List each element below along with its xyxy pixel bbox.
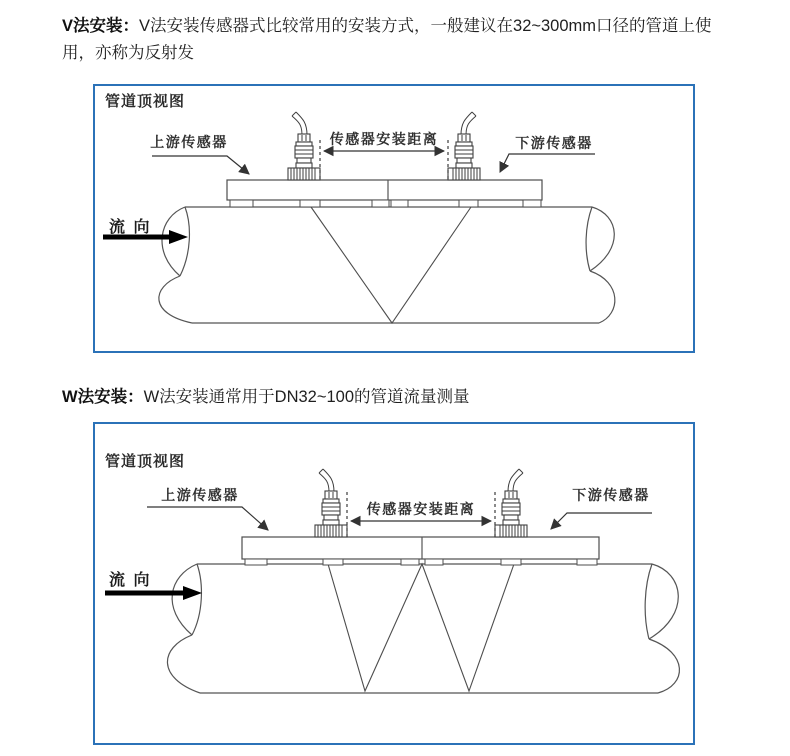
flow-direction-label: 流 向: [109, 572, 152, 589]
downstream-sensor-callout: [551, 487, 652, 529]
w-method-heading-text: W法安装通常用于DN32~100的管道流量测量: [143, 388, 470, 406]
downstream-transducer: [448, 112, 480, 180]
sensor-distance-label: 传感器安装距离: [329, 131, 439, 147]
upstream-transducer: [315, 469, 347, 537]
downstream-sensor-callout: [500, 135, 595, 172]
sensor-distance-label: 传感器安装距离: [366, 501, 476, 517]
upstream-sensor-label: 上游传感器: [161, 487, 239, 503]
upstream-sensor-callout: [150, 134, 249, 174]
upstream-sensor-label: 上游传感器: [150, 134, 228, 150]
flow-direction-label: 流 向: [109, 219, 152, 236]
v-method-heading: [62, 13, 714, 67]
diagram-title: 管道顶视图: [105, 453, 186, 470]
upstream-sensor-callout: [147, 487, 268, 530]
v-method-diagram: [95, 86, 693, 351]
pipe-outline: [167, 564, 679, 693]
downstream-transducer: [495, 469, 527, 537]
w-method-heading: [62, 384, 762, 411]
w-method-diagram-panel: [93, 422, 695, 745]
w-beam-path: [328, 564, 514, 691]
v-method-heading-text: V法安装传感器式比较常用的安装方式，一般建议在32~300mm口径的管道上使用，亦称为反射发: [62, 17, 712, 62]
w-method-heading-label: W法安装：: [62, 388, 144, 406]
mounting-rail: [227, 180, 542, 207]
diagram-title: 管道顶视图: [105, 93, 186, 110]
upstream-transducer: [288, 112, 320, 180]
flow-direction: [105, 570, 202, 600]
pipe-outline: [159, 207, 615, 323]
flow-direction: [103, 217, 188, 244]
v-method-heading-label: V法安装：: [62, 17, 140, 35]
flow-arrow-head: [169, 230, 188, 244]
downstream-sensor-label: 下游传感器: [572, 487, 650, 503]
w-method-diagram: [95, 424, 693, 743]
flow-arrow-head: [183, 586, 202, 600]
mounting-rail: [242, 537, 599, 565]
v-method-diagram-panel: [93, 84, 695, 353]
v-beam-path: [311, 207, 471, 323]
downstream-sensor-label: 下游传感器: [515, 135, 593, 151]
